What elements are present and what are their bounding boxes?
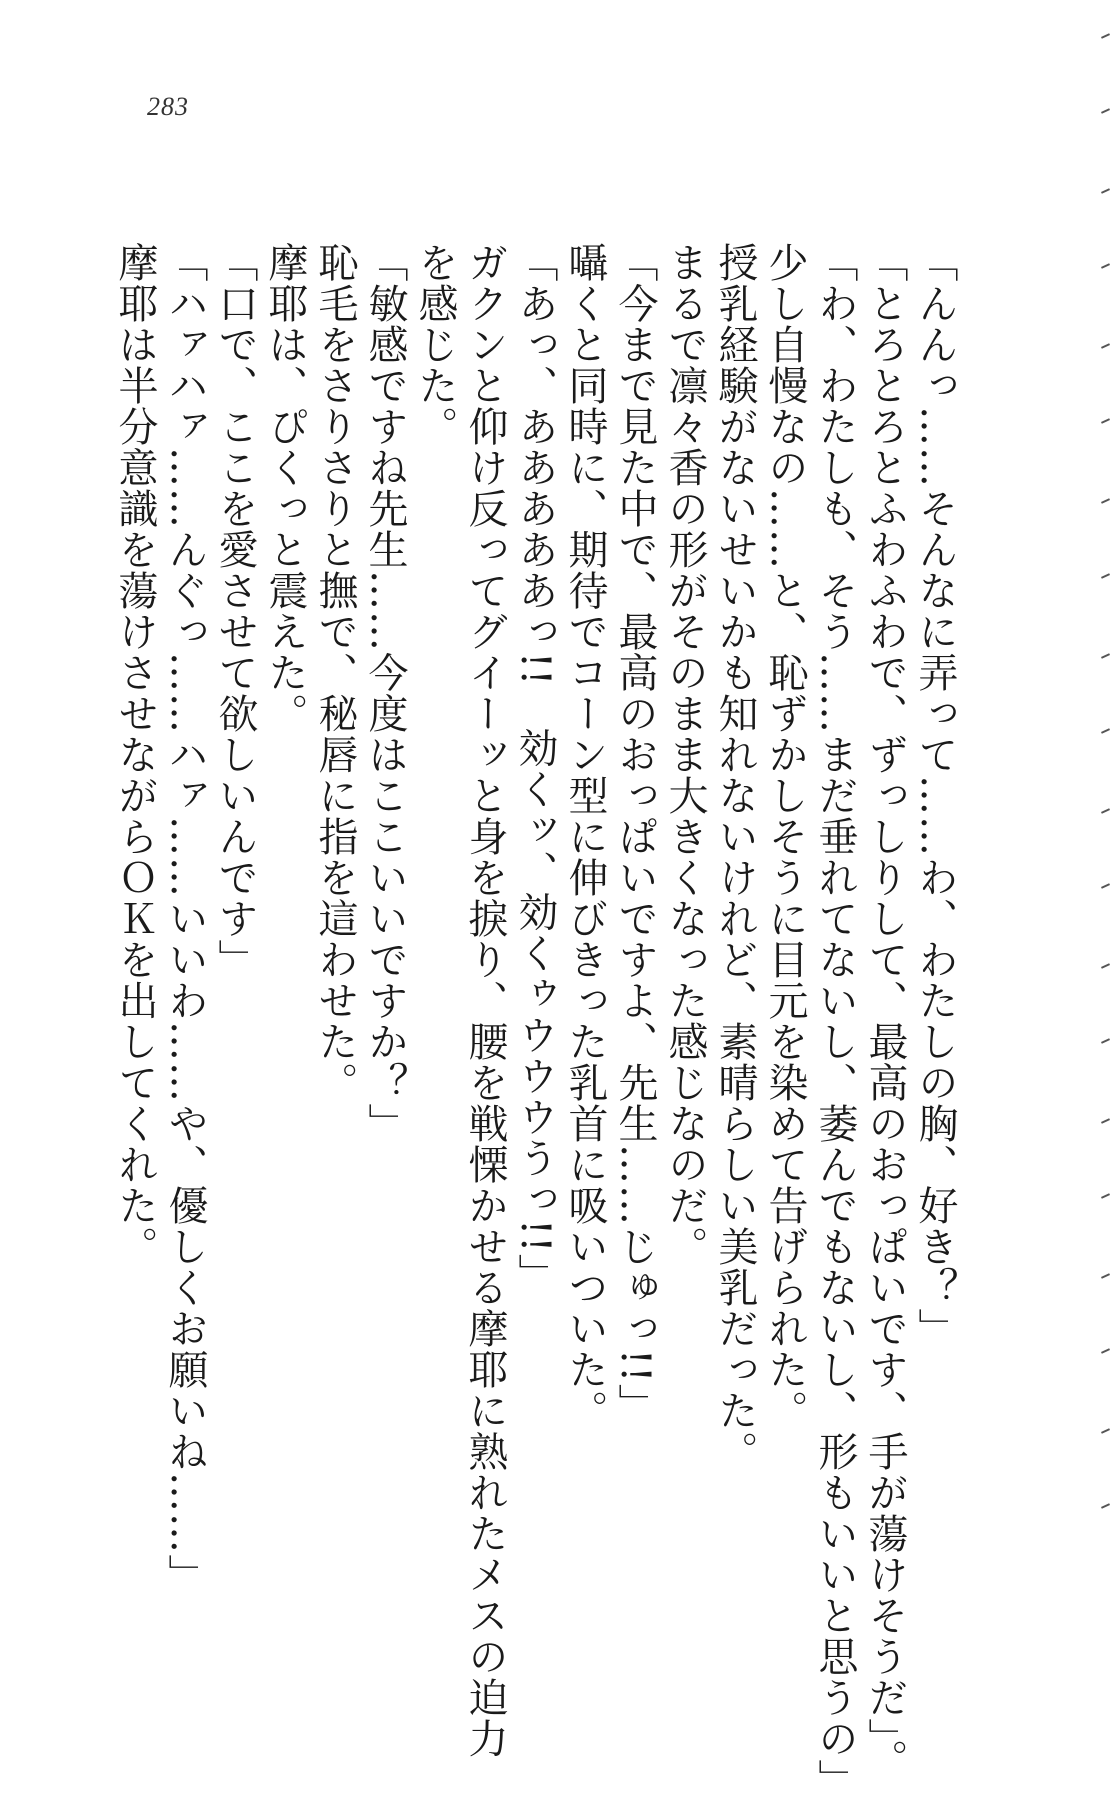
text-line-13: 恥毛をさりさりと撫で、秘唇に指を這わせた。 [312,242,358,1103]
edge-mark [1101,573,1110,579]
edge-mark [1101,728,1110,734]
text-line-16: 「ハァハァ……んぐっ……ハァ……いいわ……や、優しくお願いね……」 [162,242,208,1595]
text-line-6: まるで凛々香の形がそのまま大きくなった感じなのだ。 [662,242,708,1267]
text-line-9: 「あっ、あああああっ!! 効くッ、効くゥウウウうっ!!」 [512,242,558,1295]
text-line-11: を感じた。 [412,242,458,447]
edge-mark [1101,343,1110,349]
text-line-8: 囁くと同時に、期待でコーン型に伸びきった乳首に吸いついた。 [562,242,608,1431]
edge-mark [1101,418,1110,424]
edge-mark [1101,1348,1110,1354]
edge-mark [1101,1193,1110,1199]
text-line-7: 「今まで見た中で、最高のおっぱいですよ、先生……じゅっ!!」 [612,242,658,1425]
edge-mark [1101,188,1110,194]
edge-mark [1101,653,1110,659]
text-line-4: 少し自慢なの……と、恥ずかしそうに目元を染めて告げられた。 [762,242,808,1431]
text-line-14: 摩耶は、ぴくっと震えた。 [262,242,308,734]
edge-mark [1101,33,1110,39]
edge-mark [1101,1273,1110,1279]
edge-mark [1101,963,1110,969]
edge-mark [1101,883,1110,889]
page-edge-marks [1098,0,1110,1600]
edge-mark [1101,1118,1110,1124]
edge-mark [1101,498,1110,504]
text-line-2: 「とろとろとふわふわで、ずっしりして、最高のおっぱいです、手が蕩けそうだ」。 [862,242,908,1780]
text-line-5: 授乳経験がないせいかも知れないけれど、素晴らしい美乳だった。 [712,242,758,1472]
edge-mark [1101,808,1110,814]
body-text [110,242,960,1800]
page-number: 283 [147,92,189,121]
edge-mark [1101,108,1110,114]
text-line-15: 「口で、ここを愛させて欲しいんです」 [212,242,258,980]
text-line-3: 「わ、わたしも、そう……まだ垂れてないし、萎んでもないし、形もいいと思うの」 [812,242,858,1800]
edge-mark [1101,1428,1110,1434]
edge-mark [1101,1503,1110,1509]
text-line-12: 「敏感ですね先生……今度はここいいですか？」 [362,242,408,1144]
edge-mark [1101,1038,1110,1044]
text-line-10: ガクンと仰け反ってグイーッと身を捩り、腰を戦慄かせる摩耶に熟れたメスの迫力 [462,242,508,1759]
edge-mark [1101,263,1110,269]
text-line-1: 「んんっ……そんなに弄って……わ、わたしの胸、好き？」 [912,242,958,1349]
text-line-17: 摩耶は半分意識を蕩けさせながらＯＫを出してくれた。 [112,242,158,1267]
